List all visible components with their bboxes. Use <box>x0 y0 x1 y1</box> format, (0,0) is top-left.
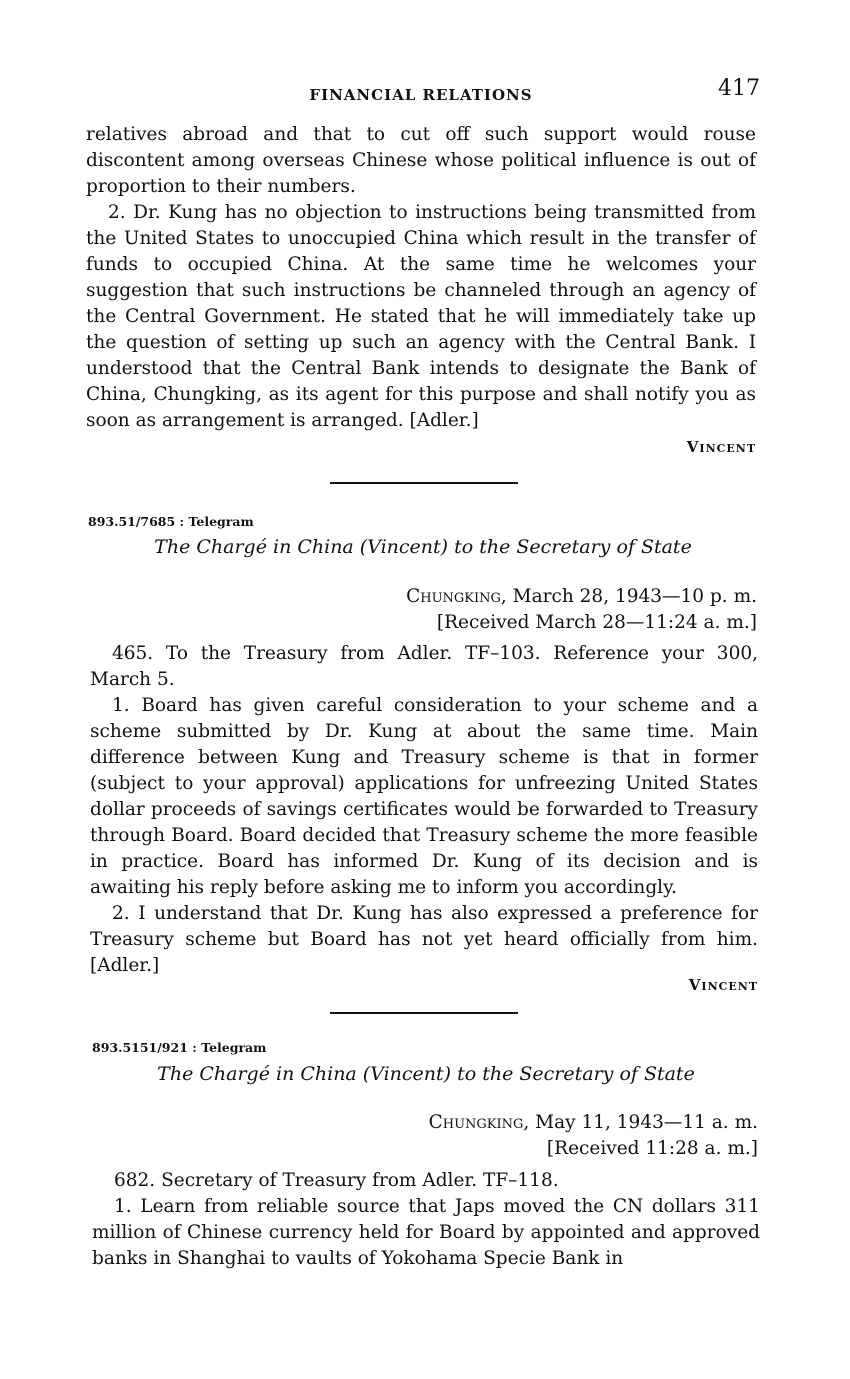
dateline-date: , March 28, 1943—10 p. m. <box>500 586 757 607</box>
dateline-date: , May 11, 1943—11 a. m. <box>523 1112 758 1133</box>
paragraph: 2. Dr. Kung has no objection to instructions being transmitted from the United States to unoccupied China which result in the transfer of funds to occupied China. At the same time he welcomes your suggestion that such instructions be channeled through an agency of the Central Government. He stated that he will immediately take up the question of setting up such an agency with the Central Bank. I understood that the Central Bank intends to designate the Bank of China, Chungking, as its agent for this purpose and shall notify you as soon as arrangement is arranged. [Adler.] <box>86 202 756 431</box>
paragraph: 1. Board has given careful consideration to your scheme and a scheme submitted by Dr. Kung at about the same time. Main difference between Kung and Treasury scheme is that in former (subject to your approval) applications for unfreezing United States dollar proceeds of savings certificates would be forwarded to Treasury through Board. Board decided that Treasury scheme the more feasible in practice. Board has informed Dr. Kung of its decision and is awaiting his reply before asking me to inform you accordingly. <box>90 695 758 898</box>
signature: Vincent <box>686 438 756 456</box>
file-reference: 893.5151/921 : Telegram <box>92 1040 267 1055</box>
paragraph: 1. Learn from reliable source that Japs moved the CN dollars 311 million of Chinese currency held for Board by appointed and approved banks in Shanghai to vaults of Yokohama Specie Bank in <box>92 1196 760 1269</box>
doc2-body <box>90 641 758 979</box>
running-head: FINANCIAL RELATIONS <box>309 86 533 104</box>
paragraph: relatives abroad and that to cut off such support would rouse discontent among overseas Chinese whose political influence is out of proportion to their numbers. <box>86 124 756 197</box>
dateline-place: Chungking <box>406 586 501 607</box>
document-title: The Chargé in China (Vincent) to the Secretary of State <box>154 536 692 558</box>
paragraph: 682. Secretary of Treasury from Adler. TF–118. <box>114 1170 559 1191</box>
section-divider <box>330 1012 518 1014</box>
file-reference: 893.51/7685 : Telegram <box>88 514 254 529</box>
section-divider <box>330 482 518 484</box>
dateline <box>300 584 757 610</box>
paragraph: 2. I understand that Dr. Kung has also expressed a preference for Treasury scheme but Board has not yet heard officially from him. [Adler.] <box>90 903 758 976</box>
page-number: 417 <box>718 76 760 101</box>
section1-body <box>86 122 756 434</box>
received-line: [Received March 28—11:24 a. m.] <box>436 612 757 633</box>
doc3-body <box>92 1168 760 1272</box>
dateline <box>300 1110 758 1136</box>
received-line: [Received 11:28 a. m.] <box>546 1138 758 1159</box>
dateline-place: Chungking <box>428 1112 524 1133</box>
signature: Vincent <box>688 976 758 994</box>
document-title: The Chargé in China (Vincent) to the Secretary of State <box>157 1063 695 1085</box>
paragraph: 465. To the Treasury from Adler. TF–103. Reference your 300, March 5. <box>90 643 758 690</box>
